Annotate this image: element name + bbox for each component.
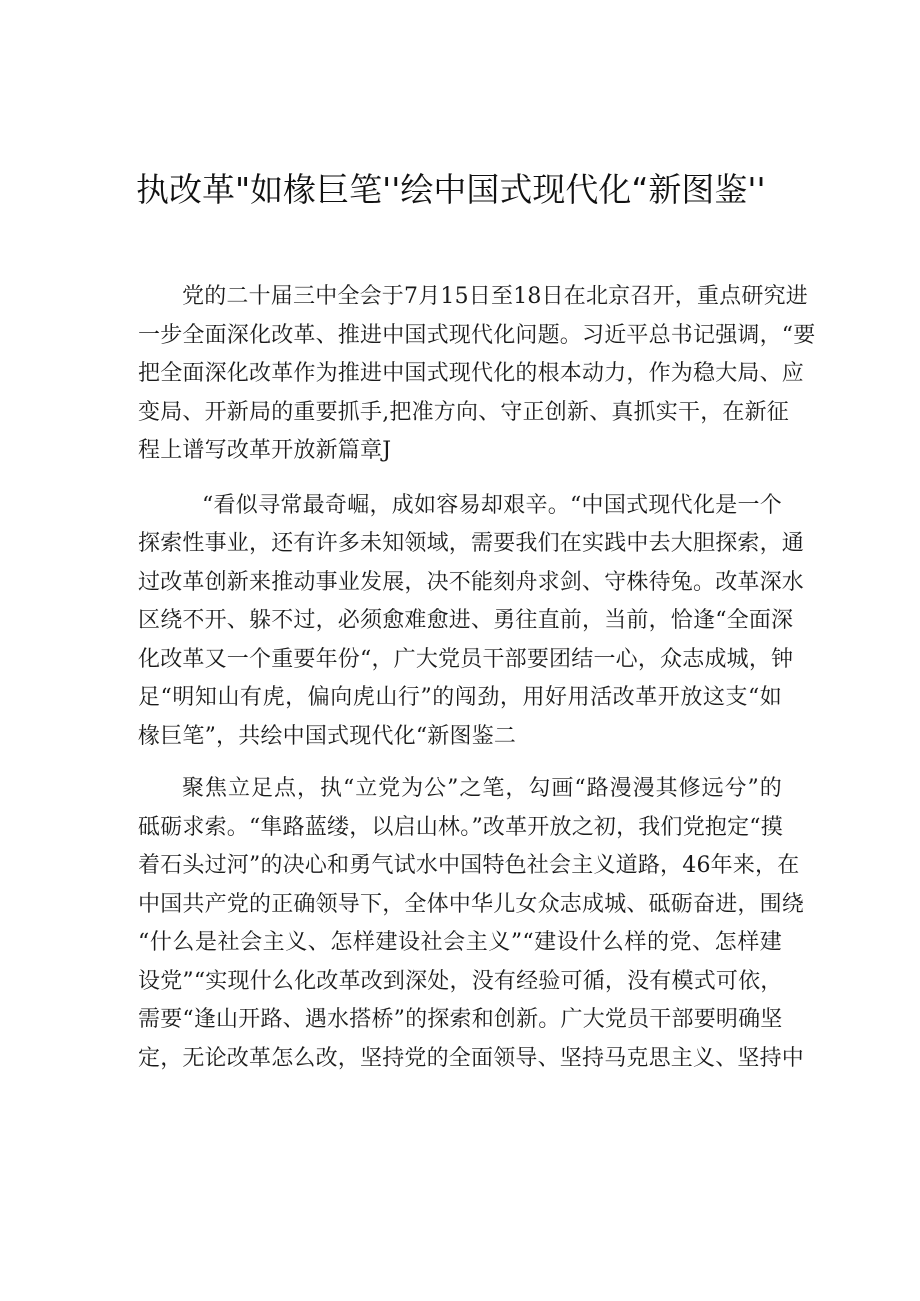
text-line: 把全面深化改革作为推进中国式现代化的根本动力，作为稳大局、应: [138, 361, 805, 386]
document-body: [138, 278, 816, 1078]
text-line: 砥砺求索。“隼路蓝缕，以启山林。”改革开放之初，我们党抱定“摸: [138, 814, 783, 840]
text-line: 定，无论改革怎么改，坚持党的全面领导、坚持马克思主义、坚持中: [138, 1045, 805, 1071]
text-line: “看似寻常最奇崛，成如容易却艰辛。“中国式现代化是一个: [202, 492, 782, 518]
text-line: 足“明知山有虎，偏向虎山行”的闯劲，用好用活改革开放这支“如: [138, 685, 782, 710]
text-line: 党的二十届三中全会于7月15日至18日在北京召开，重点研究进: [182, 284, 808, 309]
page-title: 执改革"如椽巨笔''绘中国式现代化“新图鉴'': [136, 170, 766, 209]
text-line: 中国共产党的正确领导下，全体中华儿女众志成城、砥砺奋进，围绕: [138, 891, 805, 917]
text-line: 着石头过河”的决心和勇气试水中国特色社会主义道路，46年来，在: [138, 853, 800, 878]
text-line: 聚焦立足点，执“立党为公”之笔，勾画“路漫漫其修远兮”的: [182, 776, 782, 801]
paragraph-1: [138, 278, 816, 471]
text-line: 探索性事业，还有许多未知领域，需要我们在实践中去大胆探索，通: [138, 531, 805, 556]
text-line: 变局、开新局的重要抓手,把准方向、守正创新、真抓实干，在新征: [138, 399, 789, 425]
text-line: 化改革又一个重要年份“，广大党员干部要团结一心，众志成城，钟: [138, 646, 794, 672]
text-line: 椽巨笔”，共绘中国式现代化“新图鉴二: [138, 723, 517, 749]
text-line: 一步全面深化改革、推进中国式现代化问题。习近平总书记强调，“要: [138, 322, 816, 348]
paragraph-3: [138, 770, 805, 1078]
text-line: 需要“逢山开路、遇水搭桥”的探索和创新。广大党员干部要明确坚: [138, 1007, 783, 1032]
text-line: 程上谱写改革开放新篇章J: [138, 438, 392, 463]
text-line: “什么是社会主义、怎样建设社会主义”“建设什么样的党、怎样建: [138, 930, 782, 955]
paragraph-2: [138, 487, 805, 757]
text-line: 过改革创新来推动事业发展，决不能刻舟求剑、守株待兔。改革深水: [138, 569, 805, 595]
text-line: 区绕不开、躲不过，必须愈难愈进、勇往直前，当前，恰逢“全面深: [138, 608, 794, 633]
text-line: 设党”“实现什么化改革改到深处，没有经验可循，没有模式可依，: [138, 968, 783, 994]
